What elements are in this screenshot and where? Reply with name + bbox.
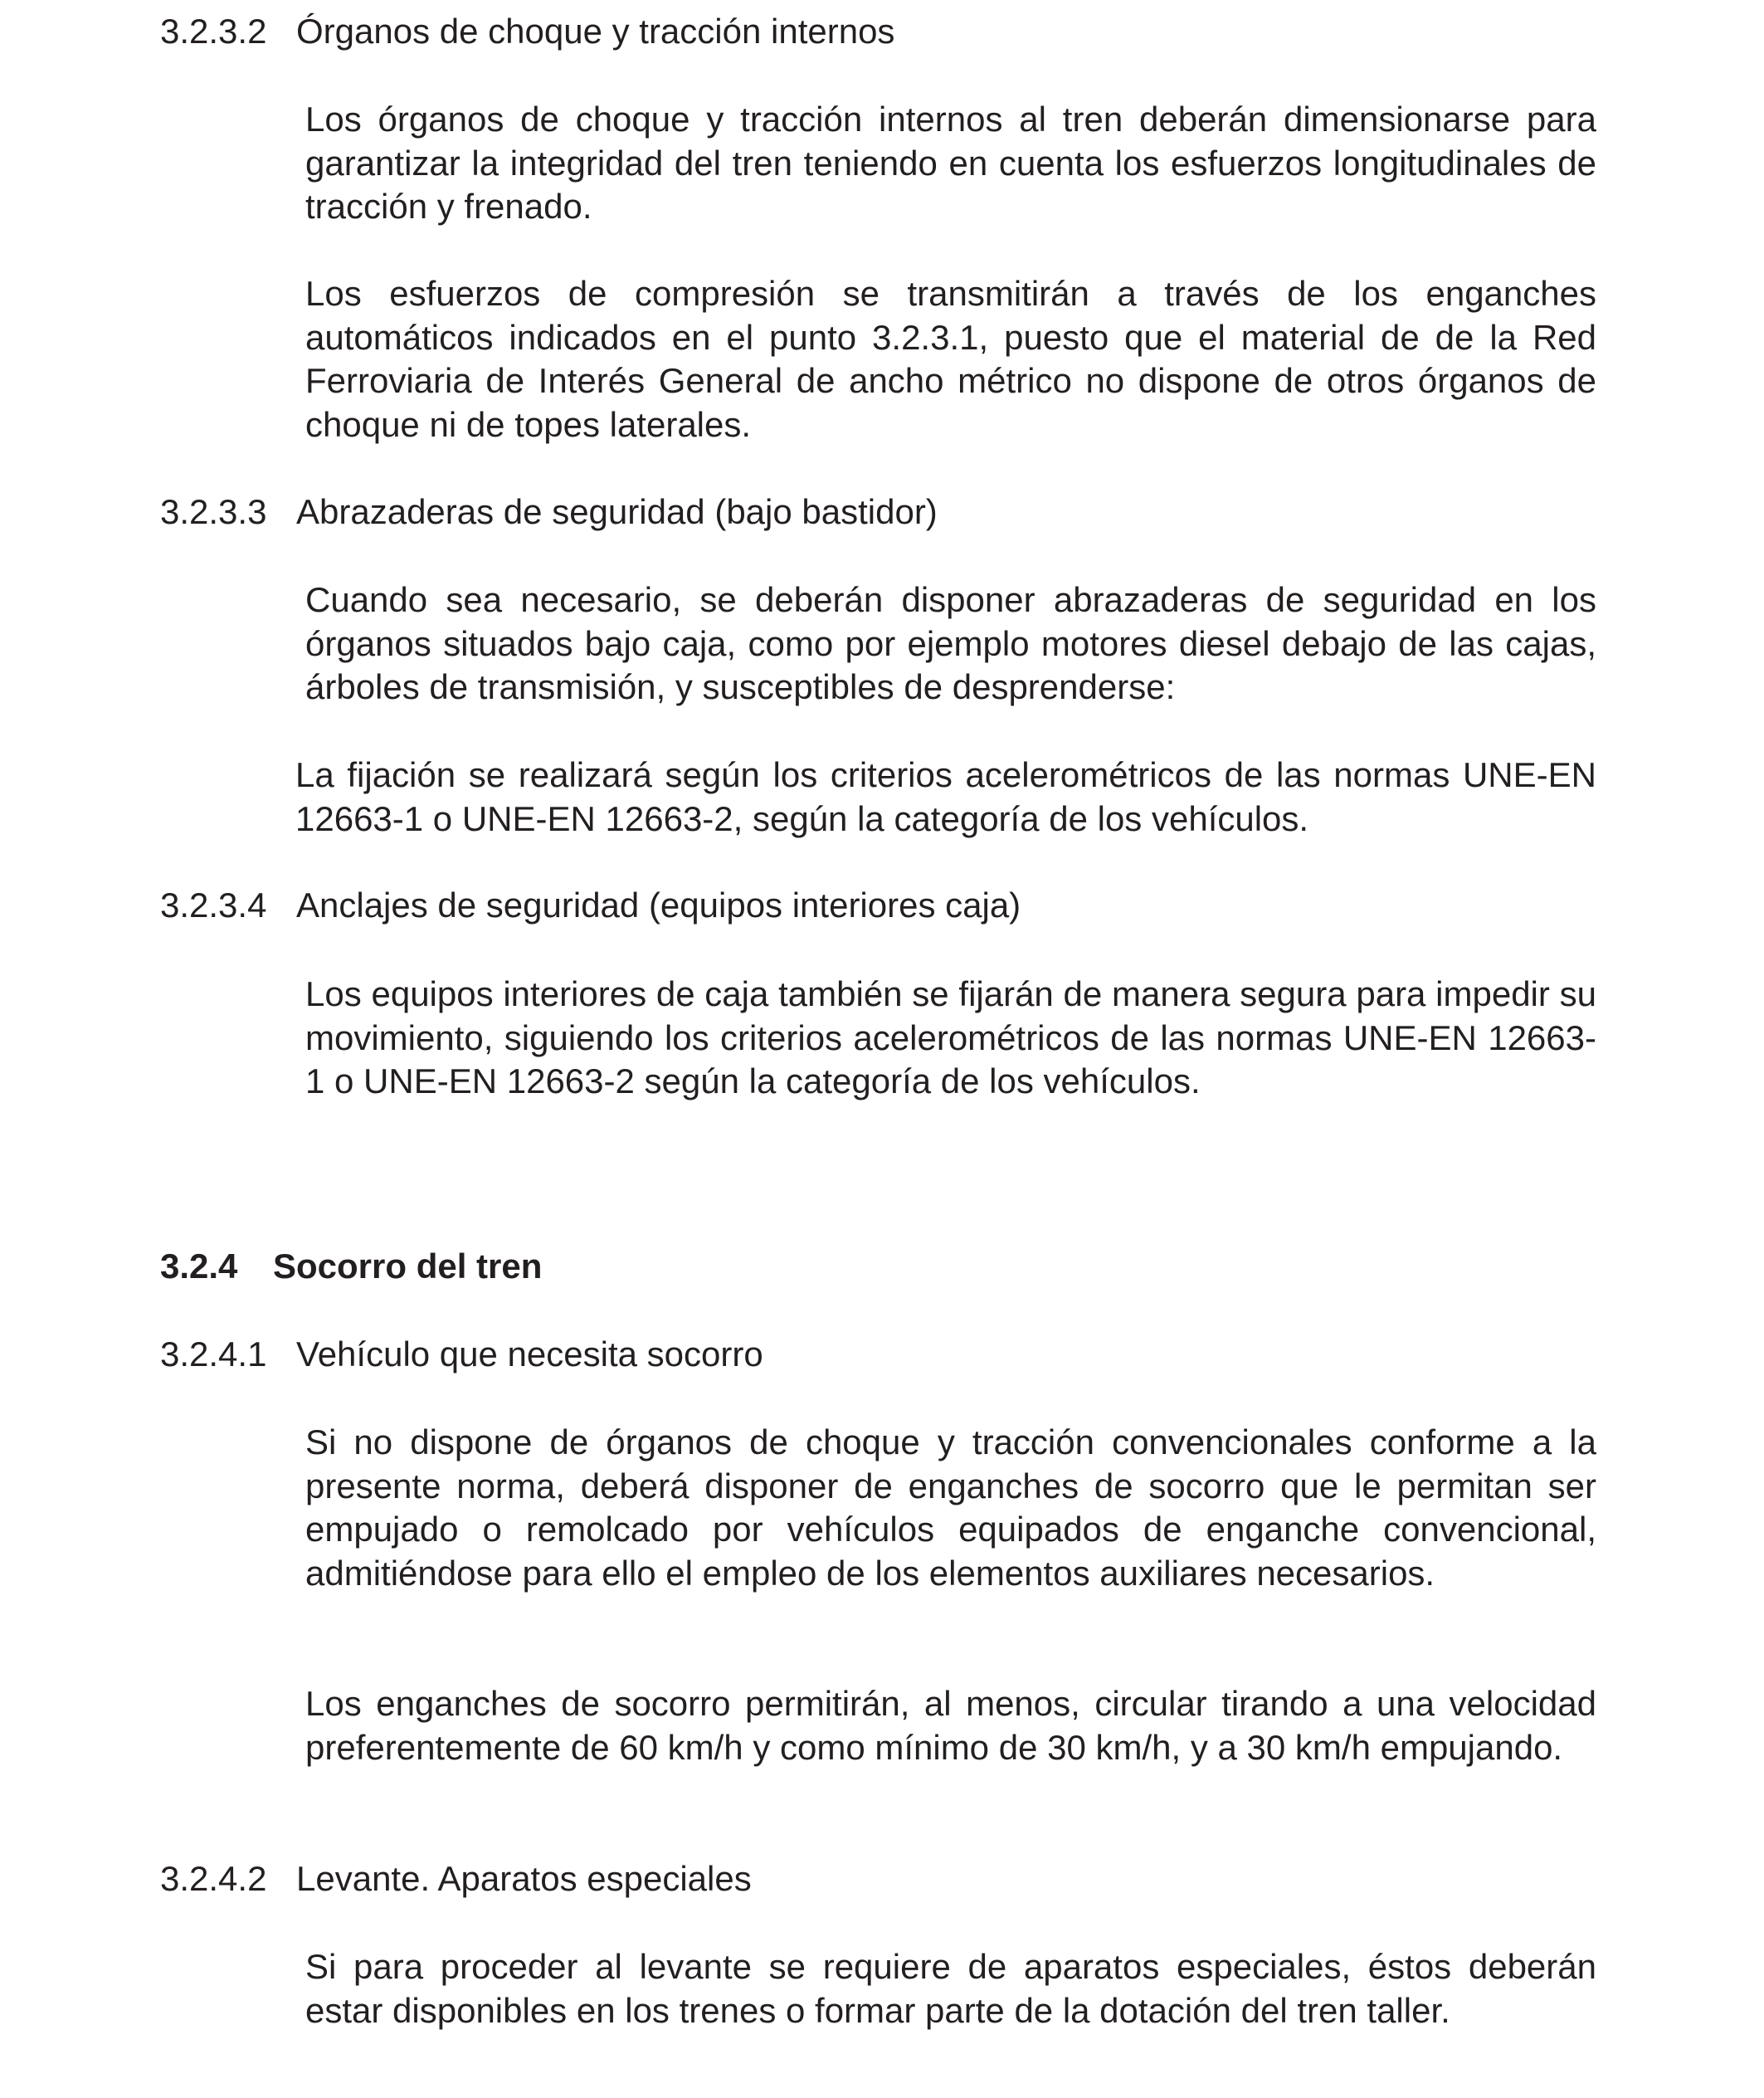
subsection-number: 3.2.3.3 [160,492,267,531]
subsection-number: 3.2.3.4 [160,886,267,925]
paragraph: Los equipos interiores de caja también se fijarán de manera segura para impedir su movimiento, siguiendo los criterios acelerométricos de las normas UNE-EN 12663-1 o UNE-EN 12663-2 según la categoría de los vehículos. [305,974,1596,1100]
subsection-title: Abrazaderas de seguridad (bajo bastidor) [296,492,938,531]
subsection-heading-3-2-3-3 [160,490,938,534]
paragraph: Los enganches de socorro permitirán, al menos, circular tirando a una velocidad preferentemente de 60 km/h y como mínimo de 30 km/h, y a 30 km/h empujando. [305,1684,1596,1767]
subsection-number: 3.2.3.2 [160,12,267,51]
subsection-title: Anclajes de seguridad (equipos interiores caja) [296,886,1021,925]
subsection-heading-3-2-3-4 [160,884,1021,927]
paragraph: Cuando sea necesario, se deberán disponer abrazaderas de seguridad en los órganos situados bajo caja, como por ejemplo motores diesel debajo de las cajas, árboles de transmisión, y susceptibles de desprenderse: [305,580,1596,706]
section-number: 3.2.4 [160,1247,238,1286]
subsection-number: 3.2.4.1 [160,1334,267,1373]
subsection-number: 3.2.4.2 [160,1859,267,1898]
paragraph: Los órganos de choque y tracción internos al tren deberán dimensionarse para garantizar la integridad del tren teniendo en cuenta los esfuerzos longitudinales de tracción y frenado. [305,100,1596,226]
subsection-heading-3-2-4-2 [160,1857,752,1900]
section-heading-3-2-4 [160,1245,542,1288]
subsection-title: Órganos de choque y tracción internos [296,12,895,51]
subsection-heading-3-2-4-1 [160,1333,763,1376]
subsection-title: Levante. Aparatos especiales [296,1859,752,1898]
subsection-title: Vehículo que necesita socorro [296,1334,763,1373]
paragraph: Los esfuerzos de compresión se transmitirán a través de los enganches automáticos indicados en el punto 3.2.3.1, puesto que el material de de la Red Ferroviaria de Interés General de ancho métrico no dispone de otros órganos de choque ni de topes laterales. [305,274,1596,444]
paragraph: Si no dispone de órganos de choque y tracción convencionales conforme a la presente norma, deberá disponer de enganches de socorro que le permitan ser empujado o remolcado por vehículos equipados de enganche convencional, admitiéndose para ello el empleo de los elementos auxiliares necesarios. [305,1422,1596,1593]
section-title: Socorro del tren [273,1247,543,1286]
paragraph: La fijación se realizará según los criterios acelerométricos de las normas UNE-EN 12663-1 o UNE-EN 12663-2, según la categoría de los vehículos. [295,755,1596,838]
subsection-heading-3-2-3-2 [160,10,894,53]
paragraph: Si para proceder al levante se requiere de aparatos especiales, éstos deberán estar disponibles en los trenes o formar parte de la dotación del tren taller. [305,1947,1596,2030]
